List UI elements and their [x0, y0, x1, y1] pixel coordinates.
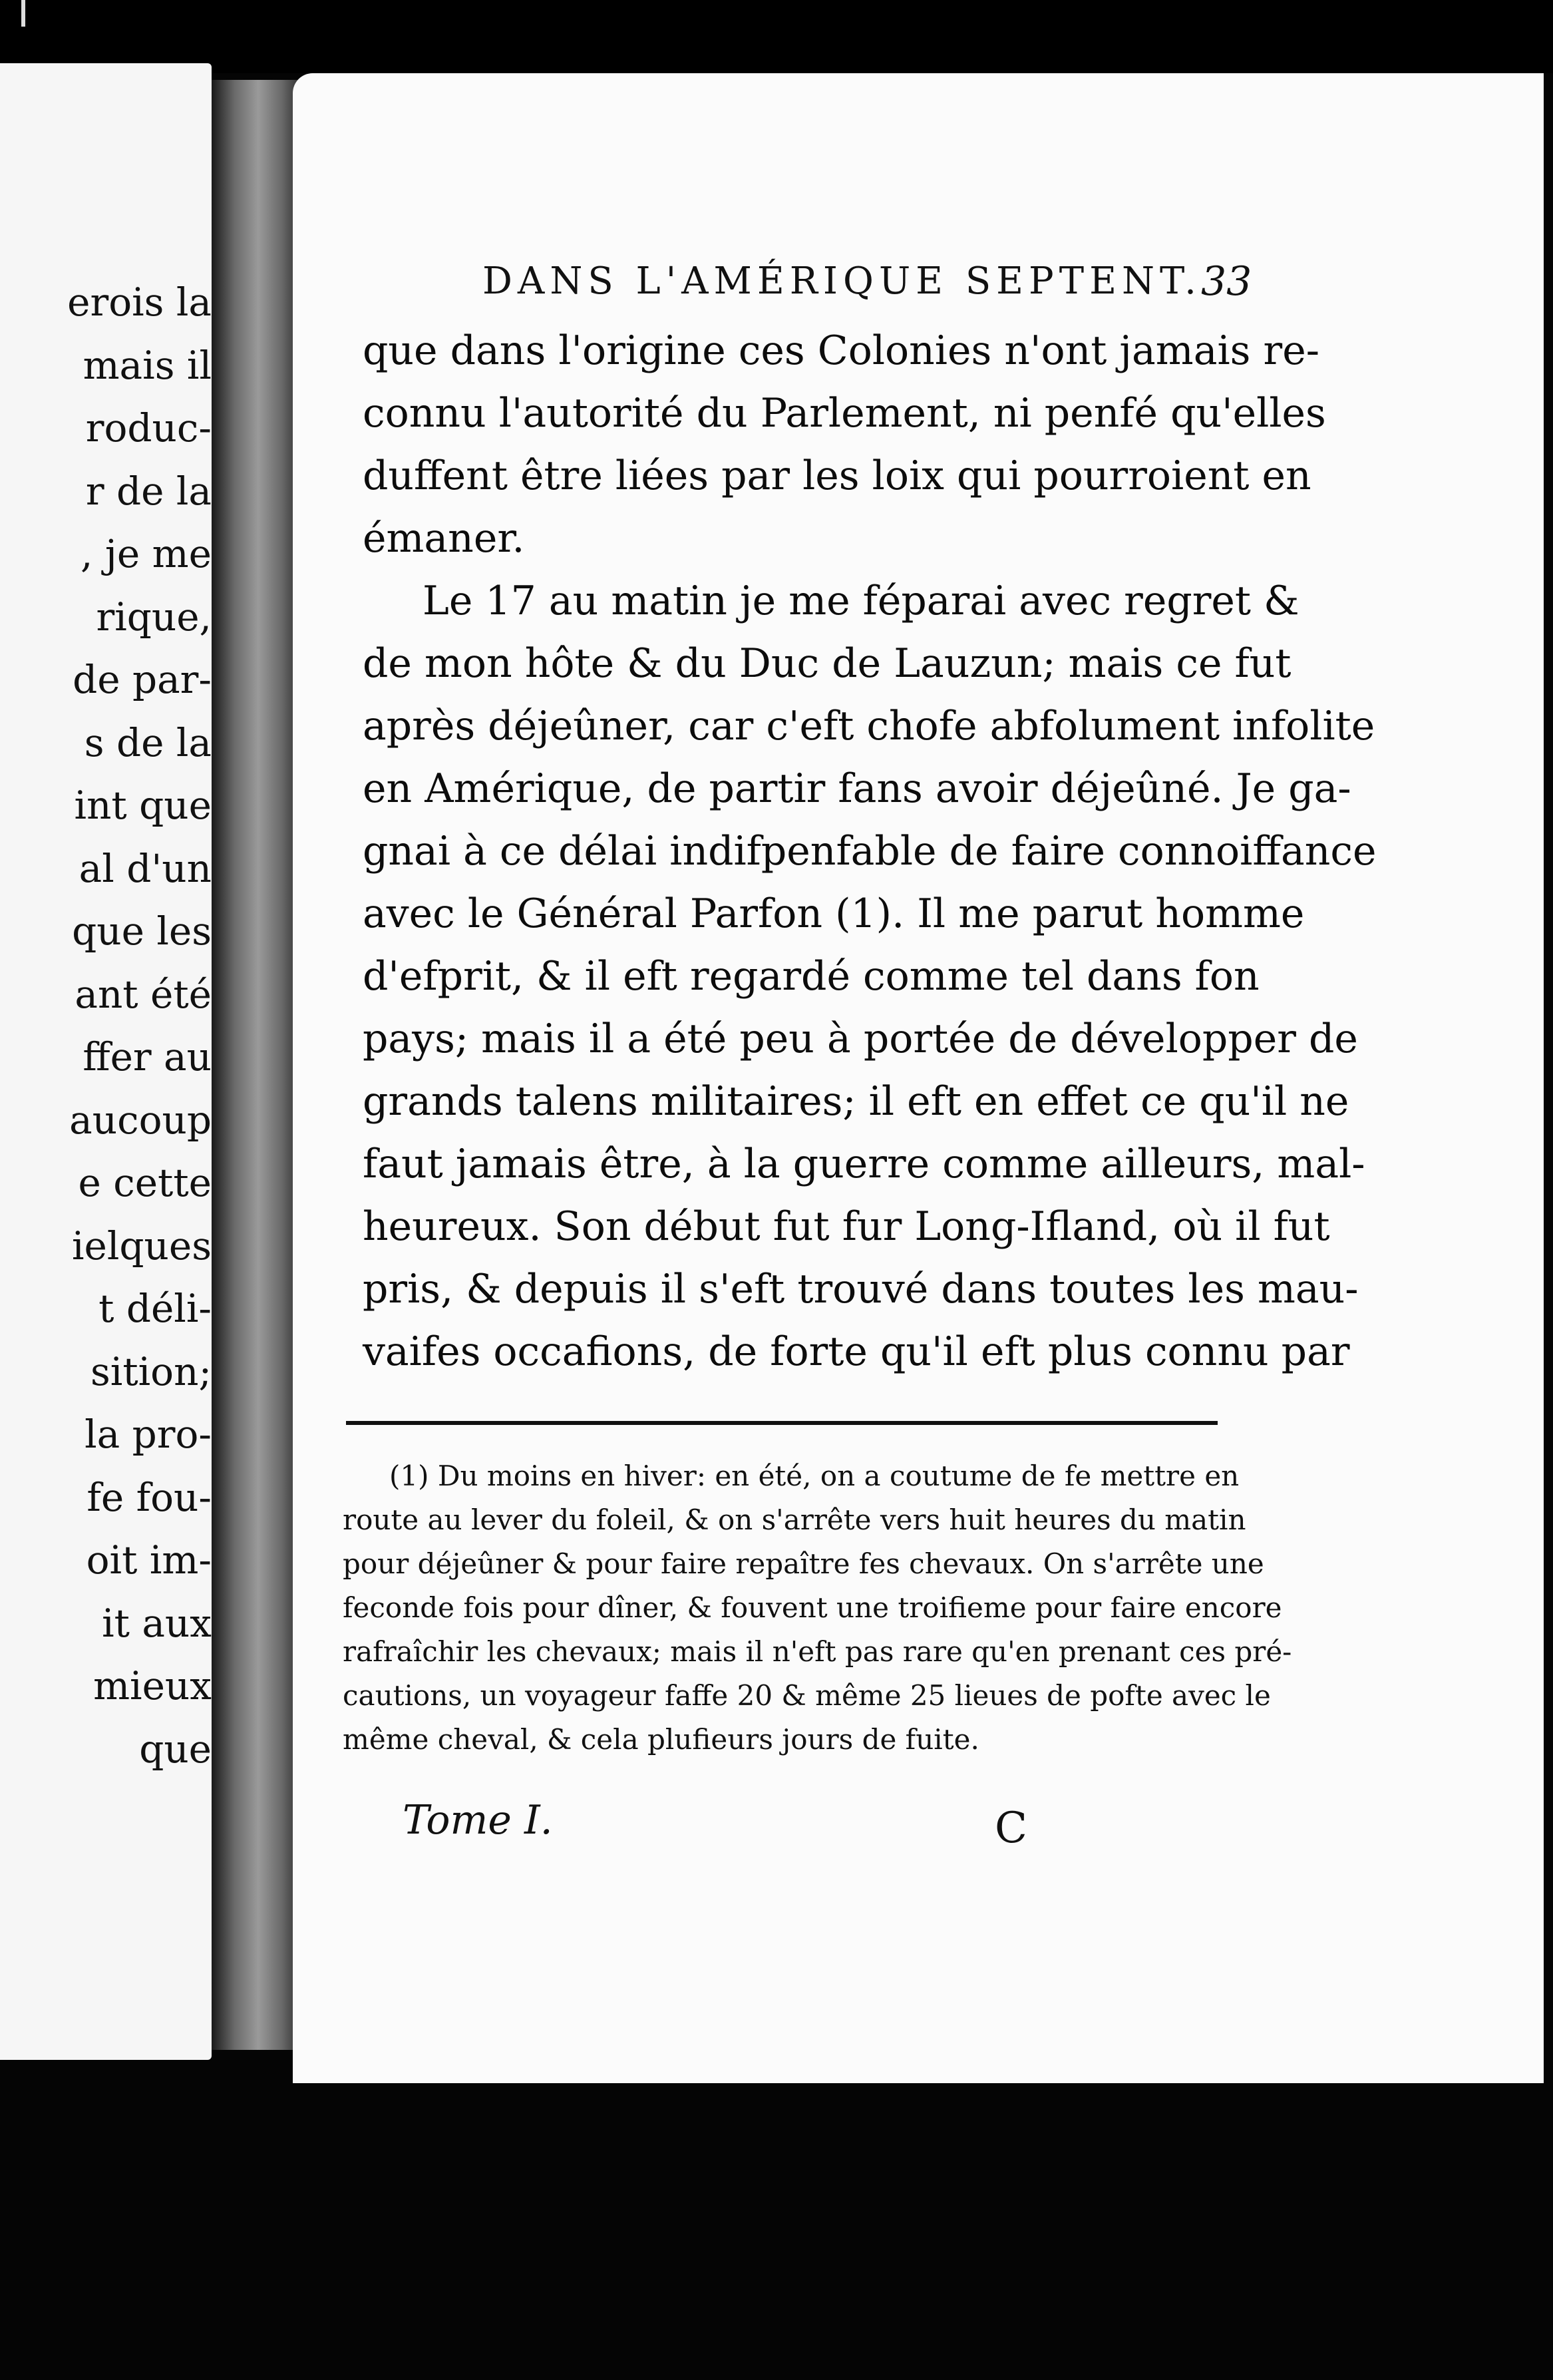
footnote-rule — [346, 1421, 1218, 1425]
scan-edge-mark — [21, 0, 25, 27]
body-line: d'efprit, & il eft regardé comme tel dans fon — [363, 953, 1260, 1000]
footnote — [343, 1454, 1292, 1762]
left-page-line: mieux — [93, 1663, 212, 1708]
body-line: Le 17 au matin je me féparai avec regret & — [423, 578, 1299, 624]
left-page-line: int que — [74, 783, 212, 828]
body-line: vaifes occafions, de forte qu'il eft plus connu par — [363, 1328, 1350, 1375]
body-line: avec le Général Parfon (1). Il me parut homme — [363, 891, 1305, 937]
body-text — [363, 319, 1377, 1383]
left-page-line: fe fou- — [86, 1474, 212, 1520]
footnote-line: cautions, un voyageur faffe 20 & même 25 lieues de pofte avec le — [343, 1679, 1271, 1712]
left-page-line: oit im- — [86, 1537, 212, 1583]
left-page-line: r de la — [85, 468, 212, 514]
footnote-line: même cheval, & cela plufieurs jours de fuite. — [343, 1723, 979, 1756]
left-page-line: s de la — [84, 719, 212, 765]
left-page-line: que les — [72, 908, 212, 954]
body-line: après déjeûner, car c'eft chofe abfolument infolite — [363, 703, 1375, 749]
left-page-line: rique, — [96, 594, 212, 640]
body-line: heureux. Son début fut fur Long-Ifland, où il fut — [363, 1203, 1330, 1250]
volume-signature: Tome I. — [403, 1797, 553, 1844]
body-line: en Amérique, de partir fans avoir déjeûné. Je ga- — [363, 765, 1351, 812]
footnote-line: pour déjeûner & pour faire repaître fes chevaux. On s'arrête une — [343, 1547, 1264, 1580]
body-line: pays; mais il a été peu à portée de développer de — [363, 1016, 1358, 1062]
book-gutter — [212, 80, 305, 2050]
body-line: grands talens militaires; il eft en effet ce qu'il ne — [363, 1078, 1349, 1125]
left-page-line: sition; — [90, 1348, 212, 1394]
body-line: pris, & depuis il s'eft trouvé dans toutes les mau- — [363, 1266, 1359, 1312]
footnote-line: (1) Du moins en hiver: en été, on a coutume de fe mettre en — [389, 1460, 1240, 1492]
left-page-line: ant été — [75, 971, 212, 1017]
left-page-line: , je me — [81, 531, 212, 576]
left-page-line: al d'un — [79, 845, 212, 891]
body-line: de mon hôte & du Duc de Lauzun; mais ce fut — [363, 640, 1292, 687]
left-page-line: mais il — [83, 342, 212, 388]
body-line: duffent être liées par les loix qui pourroient en — [363, 453, 1311, 499]
body-line: émaner. — [363, 515, 525, 562]
body-line: connu l'autorité du Parlement, ni penfé qu'elles — [363, 390, 1326, 437]
running-head: DANS L'AMÉRIQUE SEPTENT. — [482, 260, 1202, 303]
footnote-line: route au lever du foleil, & on s'arrête vers huit heures du matin — [343, 1503, 1246, 1536]
scan-background-top — [0, 0, 1553, 73]
body-line: faut jamais être, à la guerre comme ailleurs, mal- — [363, 1141, 1365, 1187]
footnote-line: feconde fois pour dîner, & fouvent une troifieme pour faire encore — [343, 1591, 1282, 1624]
body-line: que dans l'origine ces Colonies n'ont jamais re- — [363, 327, 1319, 374]
left-page-line: de par- — [73, 657, 212, 702]
left-page-line: it aux — [102, 1600, 212, 1646]
signature-mark: C — [995, 1804, 1027, 1853]
left-page-line: erois la — [67, 280, 212, 325]
page-number: 33 — [1201, 258, 1252, 305]
body-line: gnai à ce délai indifpenfable de faire connoiffance — [363, 828, 1377, 875]
footnote-line: rafraîchir les chevaux; mais il n'eft pas rare qu'en prenant ces pré- — [343, 1635, 1292, 1668]
left-page-line: e cette — [78, 1160, 212, 1205]
left-page-line: la pro- — [85, 1412, 212, 1457]
left-page-line: roduc- — [85, 405, 212, 451]
left-page-line: ffer au — [83, 1034, 212, 1080]
left-page-line: que — [139, 1726, 212, 1772]
left-page-line: t déli- — [98, 1286, 212, 1331]
left-page-line: ielques — [72, 1223, 212, 1269]
left-page — [0, 63, 212, 2060]
left-page-line: aucoup — [69, 1097, 212, 1143]
